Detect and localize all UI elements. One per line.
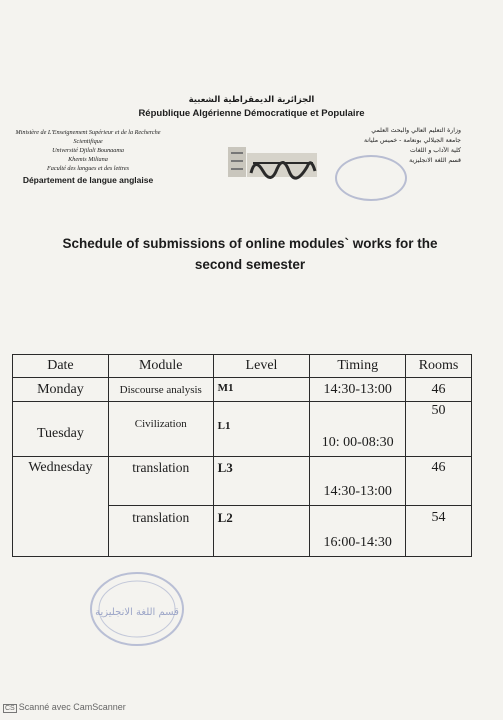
cell-rooms: 46 — [406, 378, 472, 402]
department-line: Département de langue anglaise — [22, 175, 154, 185]
table-row — [13, 457, 472, 506]
cell-level: L3 — [213, 457, 310, 506]
arabic-university-line: جامعة الجيلالي بونعامة - خميس مليانة — [363, 137, 461, 144]
french-republic-heading: République Algérienne Démocratique et Populaire — [138, 108, 365, 119]
scanner-footer-text: Scanné avec CamScanner — [18, 702, 126, 712]
arabic-republic-heading: الجزائرية الديمقراطية الشعبية — [188, 95, 315, 105]
table-row — [13, 378, 472, 402]
department-stamp — [88, 570, 186, 648]
cell-level: L1 — [213, 402, 310, 457]
title-line-2: second semester — [194, 257, 306, 272]
title-line-1: Schedule of submissions of online modules` works for the — [62, 236, 438, 251]
cell-date: Monday — [13, 378, 109, 402]
arabic-department-line: قسم اللغة الانجليزية — [409, 157, 461, 164]
cell-module: Civilization — [108, 402, 213, 457]
stamp-text: قسم اللغة الانجليزية — [95, 607, 179, 618]
cell-date: Tuesday — [13, 402, 109, 457]
camscanner-icon: CS — [5, 705, 15, 712]
cell-level: M1 — [213, 378, 310, 402]
schedule-table — [12, 354, 472, 557]
header-module: Module — [108, 355, 213, 378]
cell-timing: 10: 00-08:30 — [310, 402, 406, 457]
arabic-faculty-line: كلية الآداب و اللغات — [410, 147, 461, 154]
scanner-footer — [3, 702, 126, 713]
cell-module: translation — [108, 506, 213, 557]
cell-level: L2 — [213, 506, 310, 557]
header-rooms: Rooms — [406, 355, 472, 378]
left-institution-block — [8, 128, 168, 185]
schedule-title — [40, 233, 460, 275]
cell-rooms: 50 — [406, 402, 472, 457]
table-row — [13, 402, 472, 457]
university-line: Université Djilali Bounaama — [52, 147, 124, 154]
cell-module: translation — [108, 457, 213, 506]
city-line: Khemis Miliana — [68, 156, 108, 163]
header-level: Level — [213, 355, 310, 378]
ministry-line-2: Scientifique — [73, 138, 103, 145]
faculty-line: Faculté des langues et des lettres — [46, 165, 130, 172]
cell-timing: 14:30-13:00 — [310, 457, 406, 506]
table-header-row — [13, 355, 472, 378]
cell-date: Wednesday — [13, 457, 109, 557]
cell-module: Discourse analysis — [108, 378, 213, 402]
cell-timing: 16:00-14:30 — [310, 506, 406, 557]
header-date: Date — [13, 355, 109, 378]
top-stamp-mark — [335, 155, 407, 201]
university-logo — [225, 143, 320, 183]
cell-rooms: 54 — [406, 506, 472, 557]
cell-timing: 14:30-13:00 — [310, 378, 406, 402]
ministry-line-1: Ministère de L'Enseignement Supérieur et de la Recherche — [15, 129, 161, 136]
cell-rooms: 46 — [406, 457, 472, 506]
arabic-ministry-line: وزارة التعليم العالي والبحث العلمي — [371, 127, 461, 134]
header-timing: Timing — [310, 355, 406, 378]
